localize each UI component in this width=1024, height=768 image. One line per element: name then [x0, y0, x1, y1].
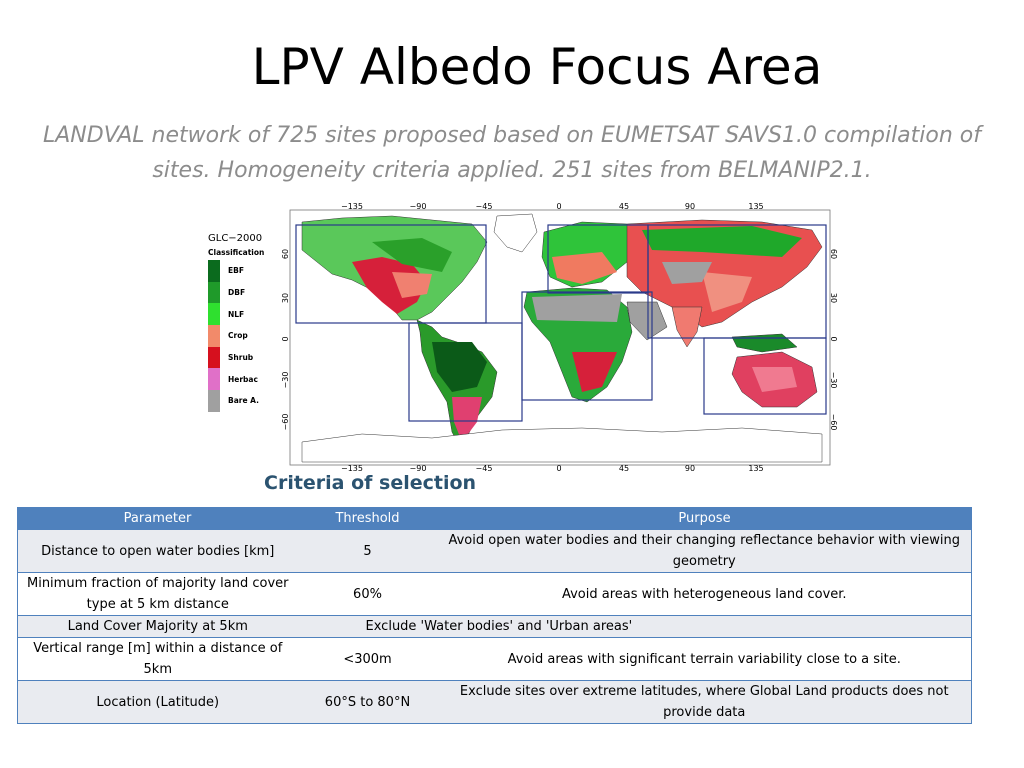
- legend-entry: [208, 390, 288, 412]
- lon-tick: 135: [748, 464, 764, 473]
- table-header-row: [18, 508, 972, 530]
- legend-label: Herbac: [228, 374, 258, 384]
- criteria-table: [17, 507, 972, 724]
- legend-subtitle: Classification: [208, 248, 265, 257]
- legend-entry: [208, 260, 288, 282]
- legend-swatch: [208, 390, 220, 412]
- legend-entry: [208, 282, 288, 304]
- lat-tick: 0: [829, 336, 838, 342]
- lat-tick: 60: [281, 248, 290, 260]
- lat-tick: 30: [281, 292, 290, 304]
- lat-tick: −60: [829, 413, 838, 431]
- legend-label: EBF: [228, 266, 244, 276]
- legend-entry: [208, 368, 288, 390]
- legend-label: Shrub: [228, 353, 254, 363]
- table-row: [18, 573, 972, 616]
- table-row: [18, 638, 972, 681]
- lon-tick: −90: [409, 464, 427, 473]
- purpose-cell: Exclude sites over extreme latitudes, where Global Land products does not provide data: [438, 681, 972, 724]
- legend-label: DBF: [228, 288, 246, 298]
- lon-tick: 45: [618, 202, 630, 211]
- parameter-cell: Location (Latitude): [18, 681, 298, 724]
- parameter-cell: Minimum fraction of majority land cover type at 5 km distance: [18, 573, 298, 616]
- legend-label: Bare A.: [228, 396, 259, 406]
- criteria-heading: Criteria of selection: [264, 472, 477, 494]
- lat-tick: 60: [829, 248, 838, 260]
- lon-tick: 0: [556, 464, 562, 473]
- lon-tick: 135: [748, 202, 764, 211]
- legend-swatch: [208, 303, 220, 325]
- lon-tick: −135: [341, 464, 363, 473]
- legend-entry: [208, 347, 288, 369]
- legend-swatch: [208, 260, 220, 282]
- legend-swatch: [208, 347, 220, 369]
- map-legend: [208, 233, 288, 412]
- legend-entry: [208, 303, 288, 325]
- lat-tick: −30: [281, 371, 290, 389]
- parameter-cell: Distance to open water bodies [km]: [18, 530, 298, 573]
- lat-tick: −60: [281, 413, 290, 431]
- purpose-cell: Avoid open water bodies and their changing reflectance behavior with viewing geometry: [438, 530, 972, 573]
- table-row: [18, 681, 972, 724]
- merged-cell: Exclude 'Water bodies' and 'Urban areas': [298, 616, 972, 638]
- lat-tick: 30: [829, 292, 838, 304]
- purpose-cell: Avoid areas with heterogeneous land cover.: [438, 573, 972, 616]
- legend-label: Crop: [228, 331, 248, 341]
- table-row: [18, 616, 972, 638]
- legend-swatch: [208, 282, 220, 304]
- lat-ticks-left: [281, 249, 290, 431]
- lon-tick: −90: [409, 202, 427, 211]
- lat-tick: −30: [829, 371, 838, 389]
- threshold-cell: <300m: [298, 638, 438, 681]
- legend-swatch: [208, 325, 220, 347]
- slide-title: LPV Albedo Focus Area: [251, 38, 823, 96]
- purpose-cell: Avoid areas with significant terrain variability close to a site.: [438, 638, 972, 681]
- legend-label: NLF: [228, 309, 245, 319]
- lon-tick: −45: [475, 464, 493, 473]
- threshold-cell: 60%: [298, 573, 438, 616]
- table-row: [18, 530, 972, 573]
- column-header: Threshold: [298, 508, 438, 530]
- legend-swatch: [208, 368, 220, 390]
- legend-title: GLC−2000: [208, 233, 263, 244]
- parameter-cell: Land Cover Majority at 5km: [18, 616, 298, 638]
- threshold-cell: 60°S to 80°N: [298, 681, 438, 724]
- lon-tick: 45: [618, 464, 630, 473]
- lat-tick: 0: [281, 336, 290, 342]
- column-header: Parameter: [18, 508, 298, 530]
- threshold-cell: 5: [298, 530, 438, 573]
- parameter-cell: Vertical range [m] within a distance of 5km: [18, 638, 298, 681]
- lon-tick: 90: [684, 202, 696, 211]
- column-header: Purpose: [438, 508, 972, 530]
- slide-subtitle: LANDVAL network of 725 sites proposed based on EUMETSAT SAVS1.0 compilation of sites. Homogeneity criteria applied. 251 sites from BELMANIP2.1.: [43, 123, 981, 183]
- lon-tick: −135: [341, 202, 363, 211]
- lon-tick: −45: [475, 202, 493, 211]
- world-map: [281, 202, 838, 473]
- lon-tick: 90: [684, 464, 696, 473]
- lon-tick: 0: [556, 202, 562, 211]
- legend-entry: [208, 325, 288, 347]
